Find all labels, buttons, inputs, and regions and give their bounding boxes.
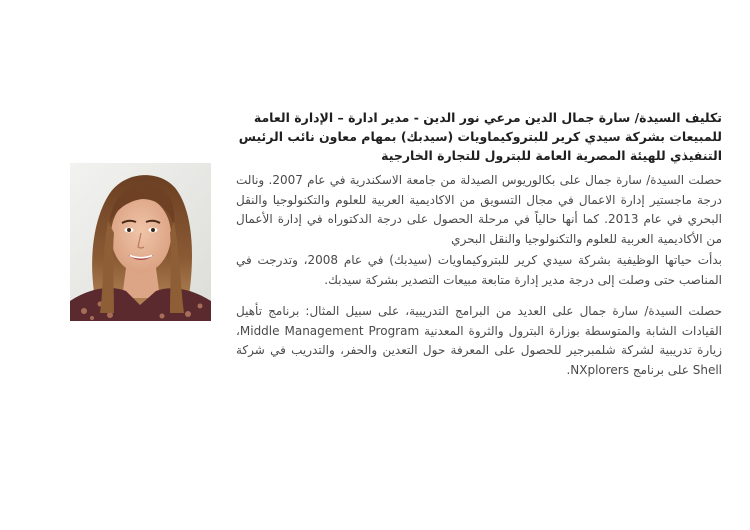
education-paragraph: حصلت السيدة/ سارة جمال على بكالوريوس الصيدلة من جامعة الاسكندرية في عام 2007. ونالت درجة ماجستير إدارة الاعمال في مجال التسويق من الاكاديمية العربية للعلوم والتكنولوجيا والنقل البحري في عام 2013. كما أنها حالياً في مرحلة الحصول على درجة الدكتوراه في إدارة الأعمال من الأكاديمية العربية للعلوم والتكنولوجيا والنقل البحري [236,173,723,246]
career-paragraph: بدأت حياتها الوظيفية بشركة سيدي كرير للبتروكيماويات (سيدبك) في عام 2008، وتدرجت في المناصب حتى وصلت إلى درجة مدير إدارة متابعة مبيعات التصدير بشركة سيدبك. [236,253,722,287]
training-paragraph: حصلت السيدة/ سارة جمال على العديد من البرامج التدريبية، على سبيل المثال: برنامج تأهيل القيادات الشابة والمتوسطة بوزارة البترول والثروة المعدنية Middle Management Program، زيارة تدريبية لشركة شلمبرجير للحصول على المعرفة حول التعدين والحفر، والتدريب في شركة Shell على برنامج NXplorers. [236,304,723,377]
portrait-photo [70,163,211,321]
document-title: تكليف السيدة/ سارة جمال الدين مرعي نور الدين - مدير ادارة – الإدارة العامة للمبيعات بشركة سيدي كرير للبتروكيماويات (سيدبك) بمهام معاون نائب الرئيس التنفيذي للهيئة المصرية العامة للبترول للتجارة الخارجية [238,110,722,163]
